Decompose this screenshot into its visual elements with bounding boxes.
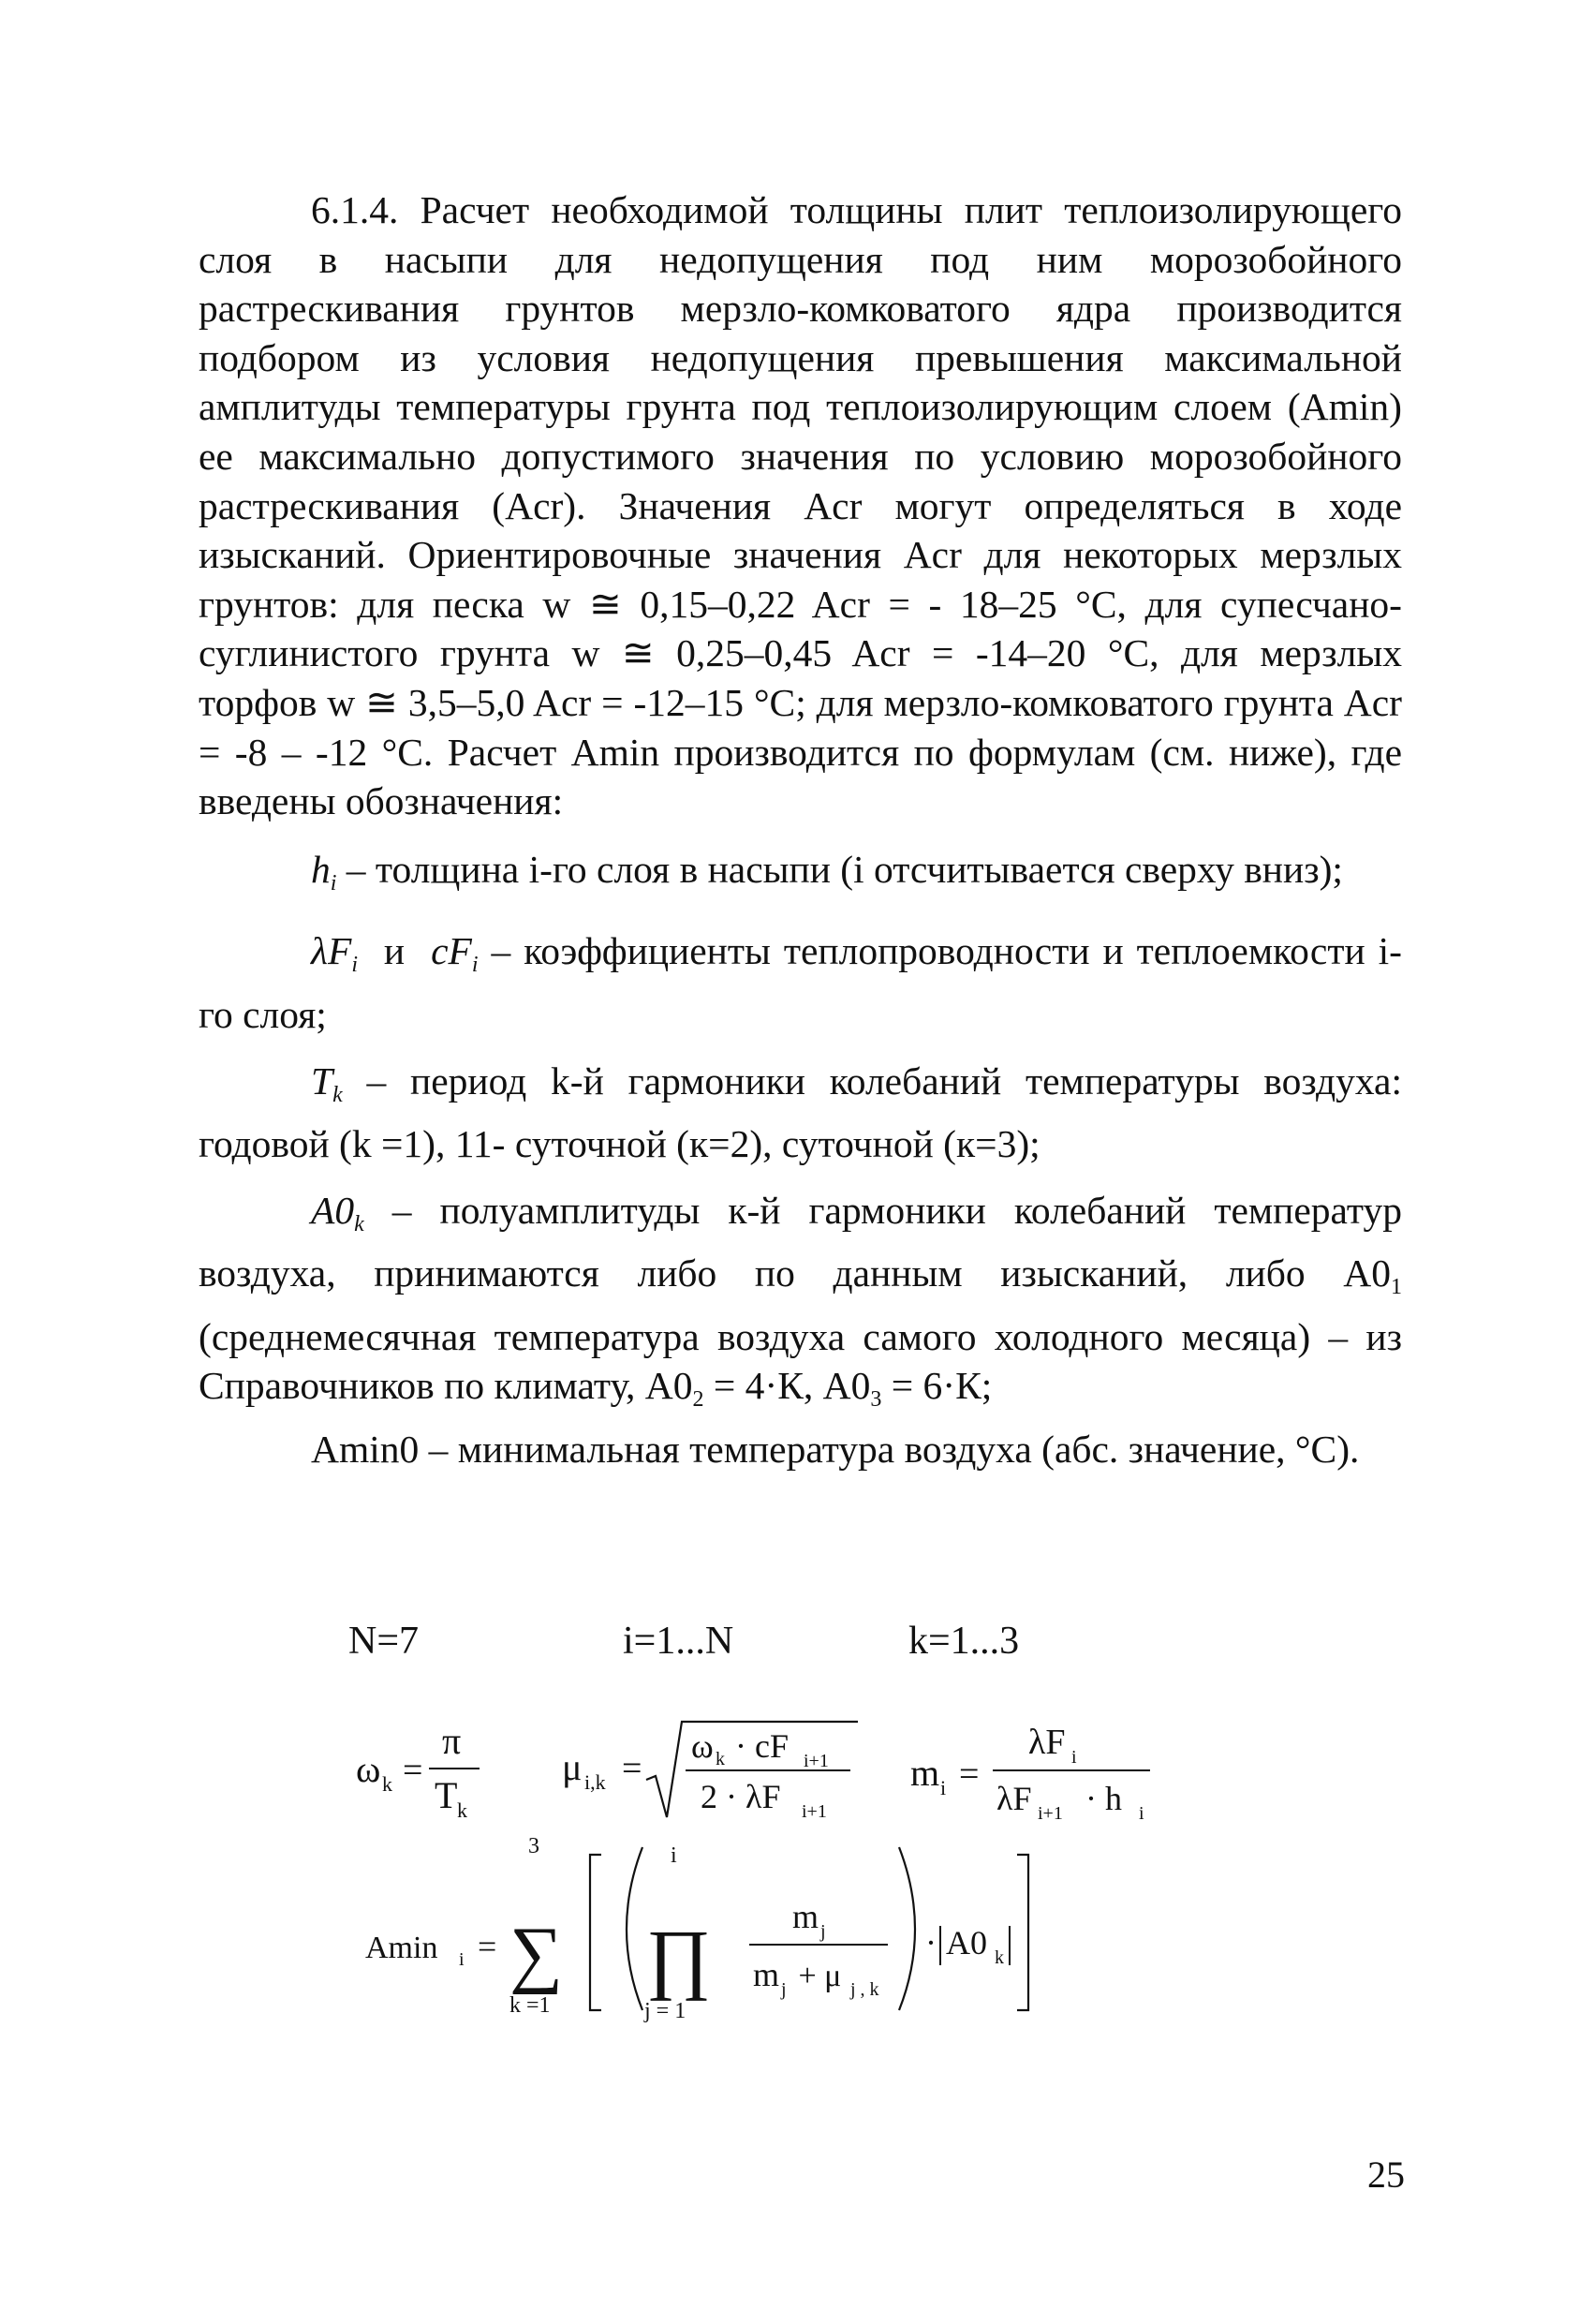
formula-omega [356,1720,480,1822]
formula-block [337,1705,1180,2098]
formula-amin [365,1834,1028,2023]
svg-text:T: T [435,1774,458,1816]
svg-text:Amin: Amin [365,1931,438,1965]
param-n: N=7 [348,1620,420,1663]
svg-text:i: i [940,1776,947,1799]
svg-text:=: = [403,1751,423,1790]
svg-text:i,k: i,k [584,1770,606,1794]
main-text [199,185,1402,1474]
svg-text:=: = [478,1928,497,1965]
svg-text:·: · [925,1924,937,1961]
definition-h: $h_i$ – толщина i-го слоя в насыпи (i отсчитывается сверху вниз); [311,847,1343,896]
svg-text:ω: ω [356,1748,381,1790]
svg-text:+ μ: + μ [790,1959,842,1993]
svg-text:i+1: i+1 [802,1801,827,1822]
definition-amin0: Amin0 – минимальная температура воздуха (абс. значение, °С). [311,1428,1360,1472]
param-i: i=1...N [623,1620,734,1663]
svg-text:i: i [1139,1803,1144,1824]
definition-t-text: – период k-й гармоники колебаний температуры воздуха: годовой (k =1), 11- суточной (к=2), суточной (к=3); [199,1058,1402,1166]
param-k: k=1...3 [908,1620,1020,1663]
svg-text:m: m [753,1956,780,1993]
svg-text:j: j [781,1979,787,2000]
prod-sign: ∏ [646,1915,712,2002]
svg-text:i: i [1071,1747,1077,1768]
definition-lambda-c: $\lambda F_i$ и $cF_i$ – коэффициенты теплопроводности и теплоемкости i-го слоя; [199,929,1403,1036]
svg-text:=: = [959,1754,980,1794]
svg-text:i: i [459,1949,465,1970]
svg-text:i: i [671,1843,677,1868]
formula-mu [562,1722,858,1822]
left-paren [627,1847,642,2010]
right-paren [899,1847,915,2010]
svg-text:k =1: k =1 [509,1993,551,2018]
svg-text:k: k [995,1947,1004,1968]
svg-text:i+1: i+1 [1038,1803,1063,1824]
svg-text:m: m [792,1898,819,1935]
svg-text:k: k [457,1799,467,1822]
svg-text:m: m [910,1752,940,1794]
symbol-h: h [311,847,331,891]
page-number: 25 [1367,2154,1405,2196]
svg-text:k: k [716,1749,725,1769]
svg-text:μ: μ [562,1746,583,1788]
svg-text:2 · λF: 2 · λF [701,1778,781,1815]
svg-text:=: = [622,1749,642,1788]
right-square-bracket [1017,1855,1028,2010]
formula-m [910,1723,1150,1824]
svg-text:j , k: j , k [850,1979,879,2000]
svg-text:λF: λF [996,1780,1032,1817]
section-paragraph: 6.1.4. Расчет необходимой толщины плит теплоизолирующего слоя в насыпи для недопущения под ним морозобойного растрескивания грунтов мерзло-комковатого ядра производится подбором из условия недопущения превышения максимальной амплитуды температуры грунта под теплоизолирующим слоем (Amin) ее максимально допустимого значения по условию морозобойного растрескивания (Acr). Значения Acr могут определяться в ходе изысканий. Ориентировочные значения Acr для некоторых мерзлых грунтов: для песка w ≅ 0,15–0,22 Acr = - 18–25 °С, для супесчано-суглинистого грунта w ≅ 0,25–0,45 Acr = -14–20 °С, для мерзлых торфов w ≅ 3,5–5,0 Acr = -12–15 °С; для мерзло-комковатого грунта Acr = -8 – -12 °С. Расчет Amin производится по формулам (см. ниже), где введены обозначения: [199,188,1402,823]
svg-text:· cF: · cF [727,1727,789,1765]
svg-text:λF: λF [1028,1723,1066,1762]
definition-a0: $A0_k$ – полуамплитуды к-й гармоники колебаний температур воздуха, принимаются либо по данным изысканий, либо A01 (среднемесячная температура воздуха самого холодного месяца) – из Справочников по климату, A02 = 4·К, A03 = 6·К; [199,1188,1402,1413]
svg-text:· h: · h [1077,1780,1122,1817]
formula-svg [337,1705,1180,2098]
definition-h-text: – толщина i-го слоя в насыпи (i отсчитывается сверху вниз); [336,847,1343,891]
definition-t: $T_k$ – период k-й гармоники колебаний температуры воздуха: годовой (k =1), 11- суточной (к=2), суточной (к=3); [199,1058,1402,1166]
svg-text:k: k [382,1772,392,1796]
svg-text:A0: A0 [946,1924,987,1961]
svg-text:ω: ω [691,1727,714,1765]
svg-text:i+1: i+1 [804,1751,829,1771]
svg-text:3: 3 [528,1834,539,1858]
svg-text:j = 1: j = 1 [644,1999,686,2023]
left-square-bracket [590,1855,601,2010]
svg-text:j: j [820,1921,826,1942]
sum-sign: ∑ [509,1913,564,1995]
svg-text:π: π [442,1720,462,1762]
definition-lambda-c-text: – коэффициенты теплопроводности и теплоемкости i-го слоя; [199,929,1403,1036]
